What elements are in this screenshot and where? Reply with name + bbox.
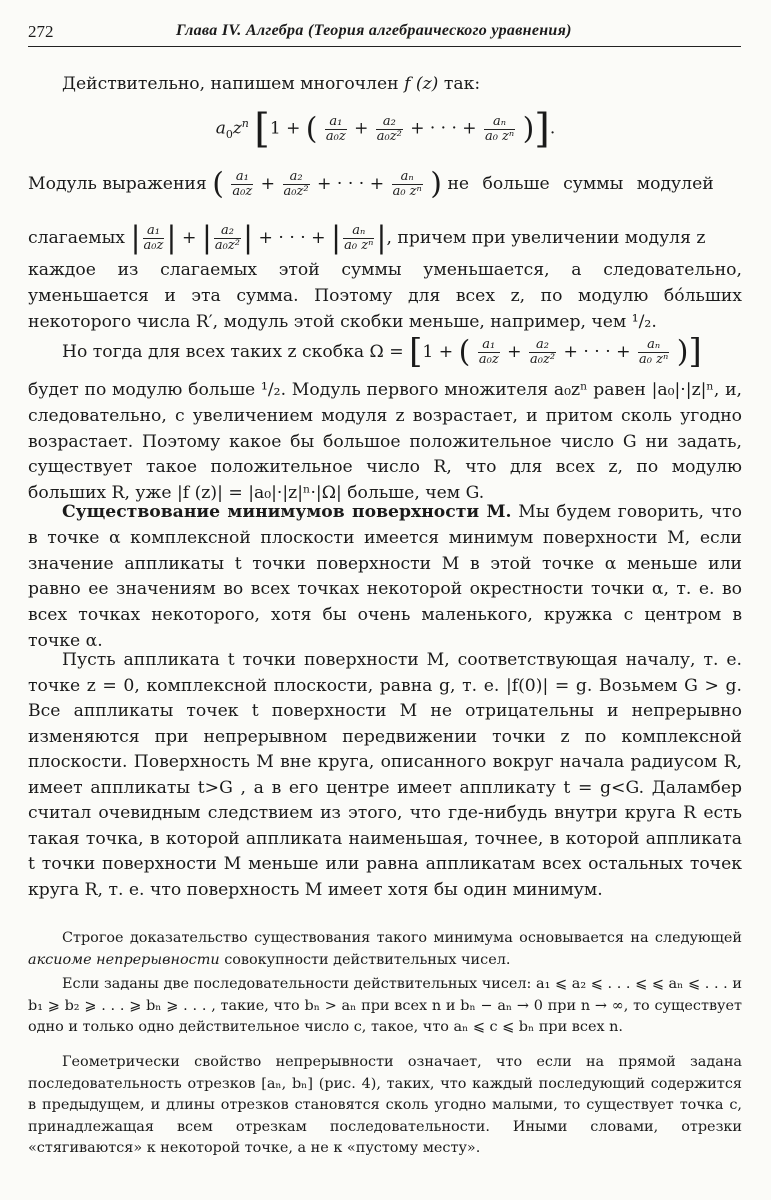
modulus-start: Модуль выражения [28, 174, 207, 194]
paragraph-omega-line: Но тогда для всех таких z скобка Ω = [1 + ( $\frac{\text{a₁}}{\text{a₀z}}$ + $\frac{\text{a₂}}{\text{a₀z²}}$ + · · · + $\frac{\text{aₙ}}{\text{a₀ zⁿ}}$ )] [28, 338, 742, 367]
eq1-z: z [232, 118, 242, 139]
intro-end: так: [443, 74, 481, 94]
omega-start: Но тогда для всех таких z скобка Ω = [62, 342, 404, 362]
paragraph-summands-rest: каждое из слагаемых этой суммы уменьшается, а следовательно, уменьшается и эта сумма. Поэтому для всех z, по модулю бо́льших некоторого числа R′, модуль этой скобки меньше, например, чем ¹/₂. [28, 260, 742, 332]
running-title: Глава IV. Алгебра (Теория алгебраического уравнения) [176, 22, 572, 39]
note-axiom: Строгое доказательство существования такого минимума основывается на следующей аксиоме непрерывности совокупности действительных чисел. [28, 930, 742, 968]
eq1-sub: 0 [225, 127, 233, 141]
summands-end: , причем при увеличении модуля z [386, 228, 706, 248]
paragraph-modulus: Модуль выражения ( $\frac{\text{a₁}}{\text{a₀z}}$ + $\frac{\text{a₂}}{\text{a₀z²}}$ + · · · + $\frac{\text{aₙ}}{\text{a₀ zⁿ}}$ ) не больше суммы модулей [28, 166, 714, 202]
note-sequences: Если заданы две последовательности действительных чисел: a₁ ⩽ a₂ ⩽ . . . ⩽ ⩽ aₙ ⩽ . . . и b₁ ⩾ b₂ ⩾ . . . ⩾ bₙ ⩾ . . . , такие, что bₙ > aₙ при всех n и bₙ − aₙ → 0 при n → ∞, то существует одно и только одно действительное число c, такое, что aₙ ⩽ c ⩽ bₙ при всех n. [28, 976, 742, 1036]
equation-polynomial: $a_0z^n$ [1 + ( $\frac{\text{a₁}}{\text{a₀z}}$ + $\frac{\text{a₂}}{\text{a₀z²}}$ + · · · + $\frac{\text{aₙ}}{\text{a₀ zⁿ}}$ )]. [215, 106, 556, 152]
eq1-frac-an: $\frac{\text{aₙ}}{\text{a₀ zⁿ}}$ [484, 113, 515, 144]
paragraph-omega-rest: будет по модулю больше ¹/₂. Модуль первого множителя a₀zⁿ равен |a₀|·|z|ⁿ, и, следовательно, с увеличением модуля z возрастает, и притом сколь угодно возрастает. Поэтому какое бы большое положительное число G ни задать, существует такое положительное число R, что для всех z, по модулю больших R, уже |f (z)| = |a₀|·|z|ⁿ·|Ω| больше, чем G. [28, 380, 742, 504]
eq1-pow: n [241, 116, 249, 130]
paragraph-summands-line: слагаемых | $\frac{\text{a₁}}{\text{a₀z}}$ | + | $\frac{\text{a₂}}{\text{a₀z²}}$ | + · · · + | $\frac{\text{aₙ}}{\text{a₀ zⁿ}}$ |, причем при увеличении модуля z [28, 220, 706, 256]
eq1-frac-a2: $\frac{\text{a₂}}{\text{a₀z²}}$ [376, 113, 402, 144]
summands-start: слагаемых [28, 228, 125, 248]
running-header [28, 20, 741, 47]
intro-function: f (z) [404, 74, 439, 94]
eq1-plus: + [354, 118, 369, 139]
eq1-one-plus: 1 + [269, 118, 301, 139]
paragraph-dalembert: Пусть аппликата t точки поверхности M, соответствующая началу, т. е. точке z = 0, комплексной плоскости, равна g, т. е. |f(0)| = g. Возьмем G > g. Все аппликаты точек t поверхности M не отрицательны и непрерывно изменяются при непрерывном передвижении точки z по комплексной плоскости. Поверхность M вне круга, описанного вокруг начала радиусом R, имеет аппликаты t>G , а в его центре имеет аппликату t = g<G. Даламбер считал очевидным следствием из этого, что где-нибудь внутри круга R есть такая точка, в которой аппликата наименьшая, точнее, в которой аппликата t точки поверхности M меньше или равна аппликатам всех остальных точек круга R, т. е. что поверхность M имеет хотя бы один минимум. [28, 650, 742, 900]
paragraph-minimum-def: Существование минимумов поверхности M. Мы будем говорить, что в точке α комплексной плоскости имеется минимум поверхности M, если значение аппликаты t точки поверхности M в этой точке α меньше или равно ее значениям во всех точках некоторой окрестности точки α, т. е. во всех точках некоторого, хотя бы очень маленького, кружка с центром в точке α. [28, 502, 742, 651]
eq1-dots: + · · · + [410, 118, 477, 139]
modulus-end: не больше суммы модулей [447, 174, 714, 194]
minimum-heading: Существование минимумов поверхности M. [62, 502, 512, 522]
eq1-frac-a1: $\frac{\text{a₁}}{\text{a₀z}}$ [325, 113, 346, 144]
intro-text: Действительно, напишем многочлен [62, 74, 399, 94]
page-number: 272 [28, 22, 54, 41]
eq1-lead: a [215, 118, 226, 139]
paragraph-intro [28, 72, 742, 98]
axiom-emphasis: аксиоме непрерывности [28, 951, 220, 968]
note-geometric: Геометрически свойство непрерывности означает, что если на прямой задана последовательность отрезков [aₙ, bₙ] (рис. 4), таких, что каждый последующий содержится в предыдущем, и длины отрезков становятся сколь угодно малыми, то существует точка c, принадлежащая всем отрезкам последовательности. Иными словами, отрезки «стягиваются» к некоторой точке, а не к «пустому месту». [28, 1054, 742, 1157]
